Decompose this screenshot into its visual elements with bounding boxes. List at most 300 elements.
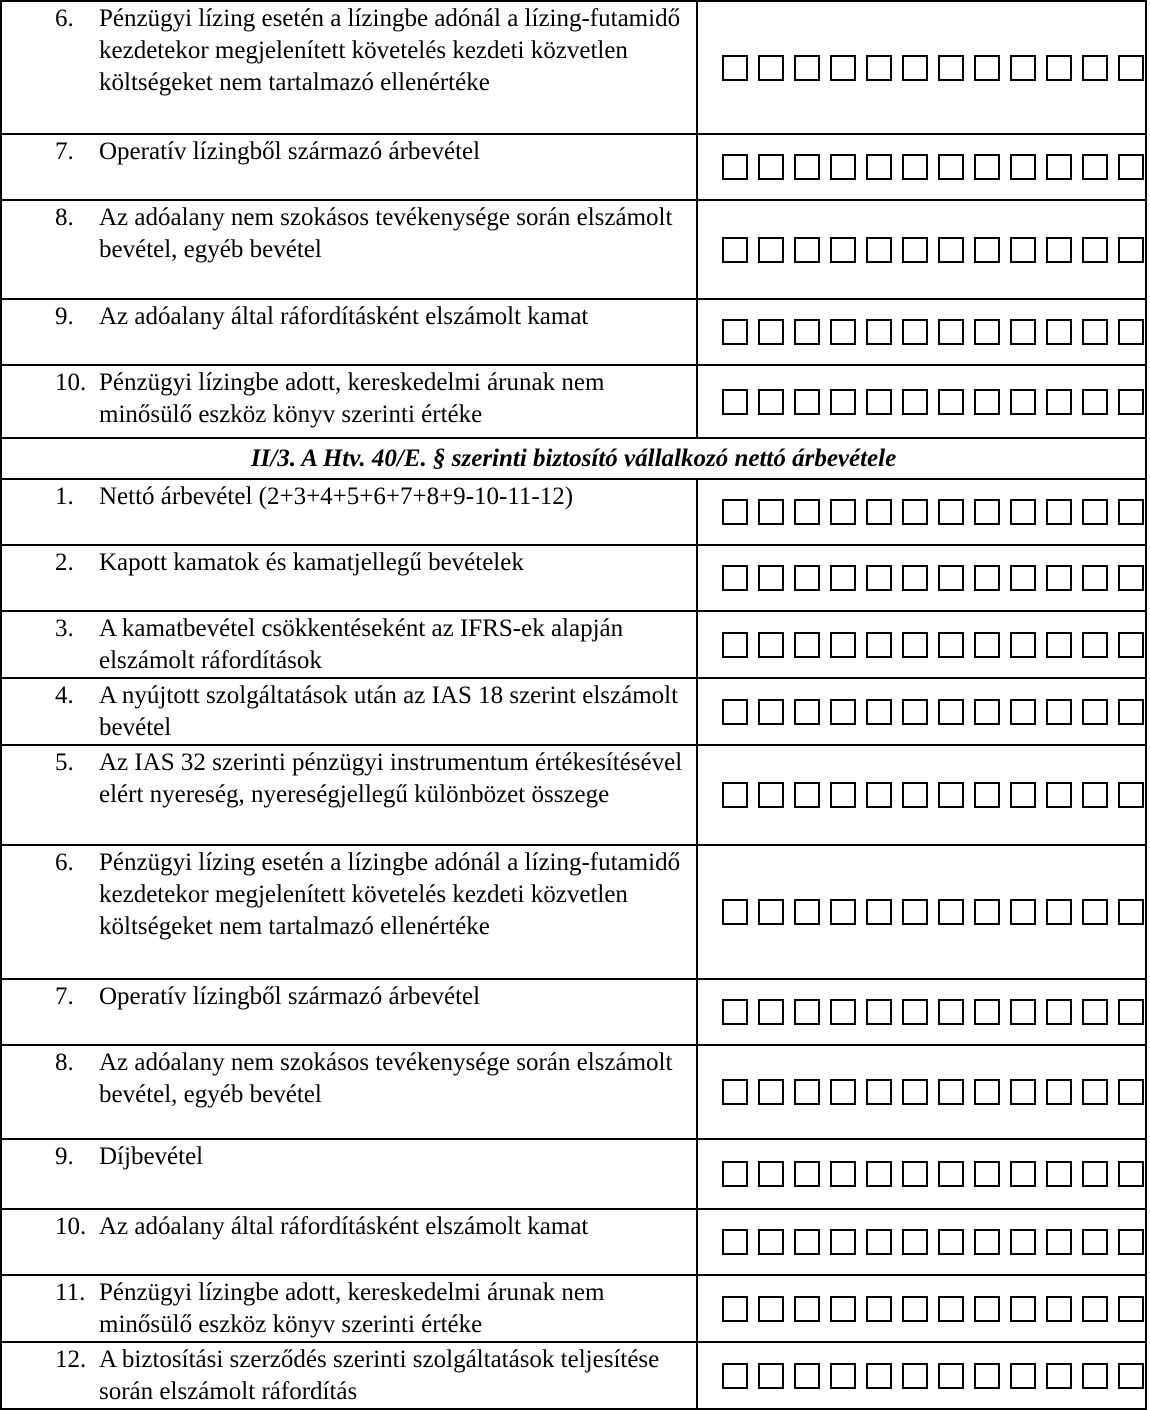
digit-box[interactable] <box>722 1161 748 1187</box>
row-text: Operatív lízingből származó árbevétel <box>99 983 481 1010</box>
digit-box[interactable] <box>902 1296 928 1322</box>
digit-box[interactable] <box>902 565 928 591</box>
digit-box[interactable] <box>794 899 820 925</box>
digit-box[interactable] <box>1010 1296 1036 1322</box>
digit-box[interactable] <box>1046 237 1072 263</box>
digit-box[interactable] <box>866 699 892 725</box>
digit-box[interactable] <box>1046 319 1072 345</box>
row-label-cell <box>1 745 697 845</box>
digit-box[interactable] <box>758 565 784 591</box>
row-text: A nyújtott szolgáltatások után az IAS 18 szerint elszámolt bevétel <box>99 682 679 741</box>
row-label-cell <box>1 365 697 438</box>
digit-box[interactable] <box>794 782 820 808</box>
row-label-cell <box>1 200 697 299</box>
digit-box[interactable] <box>794 699 820 725</box>
digit-box[interactable] <box>830 699 856 725</box>
table-row <box>1 1045 1146 1139</box>
row-label-cell <box>1 299 697 365</box>
digit-box[interactable] <box>902 55 928 81</box>
digit-box[interactable] <box>1046 1229 1072 1255</box>
digit-box[interactable] <box>974 1161 1000 1187</box>
row-number-cell <box>2 1277 99 1341</box>
digit-box[interactable] <box>758 632 784 658</box>
row-text: Pénzügyi lízingbe adott, kereskedelmi árunak nem minősülő eszköz könyv szerinti értéke <box>99 369 605 428</box>
digit-box[interactable] <box>1118 1079 1144 1105</box>
digit-box[interactable] <box>974 632 1000 658</box>
digit-box[interactable] <box>830 154 856 180</box>
digit-box[interactable] <box>830 1229 856 1255</box>
digit-box[interactable] <box>902 1079 928 1105</box>
amount-input-cell <box>697 200 1146 299</box>
digit-box[interactable] <box>1118 1363 1144 1389</box>
digit-box[interactable] <box>1118 55 1144 81</box>
digit-box[interactable] <box>974 55 1000 81</box>
digit-box[interactable] <box>1082 1229 1108 1255</box>
digit-box[interactable] <box>794 565 820 591</box>
digit-box[interactable] <box>758 1161 784 1187</box>
digit-box-group <box>698 1161 1145 1187</box>
amount-input-cell <box>697 745 1146 845</box>
digit-box[interactable] <box>866 237 892 263</box>
row-label-cell <box>1 1209 697 1275</box>
row-label <box>2 2 696 99</box>
digit-box[interactable] <box>1082 1079 1108 1105</box>
digit-box-group <box>698 782 1145 808</box>
row-number-cell <box>2 481 99 513</box>
row-label <box>2 1276 696 1341</box>
digit-box[interactable] <box>1010 1161 1036 1187</box>
amount-input-cell <box>697 479 1146 545</box>
digit-box[interactable] <box>830 632 856 658</box>
digit-box[interactable] <box>1082 1161 1108 1187</box>
digit-box[interactable] <box>866 55 892 81</box>
row-text: Az IAS 32 szerinti pénzügyi instrumentum értékesítésével elért nyereség, nyereségjellegű különbözet összege <box>99 749 683 808</box>
digit-box[interactable] <box>722 319 748 345</box>
digit-box[interactable] <box>938 237 964 263</box>
digit-box[interactable] <box>722 782 748 808</box>
table-row <box>1 1209 1146 1275</box>
digit-box[interactable] <box>866 899 892 925</box>
digit-box[interactable] <box>902 699 928 725</box>
digit-box[interactable] <box>1082 499 1108 525</box>
digit-box[interactable] <box>722 389 748 415</box>
amount-input-cell <box>697 1045 1146 1139</box>
digit-box[interactable] <box>1118 389 1144 415</box>
row-number-cell <box>2 367 99 431</box>
digit-box[interactable] <box>1118 154 1144 180</box>
digit-box[interactable] <box>1010 154 1036 180</box>
digit-box[interactable] <box>1010 389 1036 415</box>
digit-box[interactable] <box>974 154 1000 180</box>
section-title: II/3. A Htv. 40/E. § szerinti biztosító vállalkozó nettó árbevétele <box>1 438 1146 479</box>
digit-box[interactable] <box>758 55 784 81</box>
digit-box[interactable] <box>722 1363 748 1389</box>
digit-box[interactable] <box>1118 319 1144 345</box>
digit-box[interactable] <box>902 1161 928 1187</box>
table-row <box>1 200 1146 299</box>
digit-box[interactable] <box>830 55 856 81</box>
row-number: 11. <box>55 1279 86 1306</box>
digit-box[interactable] <box>974 1079 1000 1105</box>
digit-box[interactable] <box>1118 1161 1144 1187</box>
digit-box[interactable] <box>866 499 892 525</box>
digit-box[interactable] <box>722 237 748 263</box>
row-number-cell <box>2 1344 99 1408</box>
digit-box[interactable] <box>722 999 748 1025</box>
digit-box[interactable] <box>1046 499 1072 525</box>
digit-box[interactable] <box>1010 632 1036 658</box>
digit-box[interactable] <box>722 1296 748 1322</box>
row-number-cell <box>2 613 99 677</box>
row-number: 7. <box>55 983 74 1010</box>
row-label <box>2 1046 696 1111</box>
amount-input-cell <box>697 611 1146 678</box>
table-row <box>1 745 1146 845</box>
digit-box[interactable] <box>974 899 1000 925</box>
row-text: Díjbevétel <box>99 1143 204 1170</box>
digit-box-group <box>698 1296 1145 1322</box>
amount-input-cell <box>697 979 1146 1045</box>
digit-box[interactable] <box>758 699 784 725</box>
digit-box-group <box>698 699 1145 725</box>
row-label-cell <box>1 611 697 678</box>
digit-box[interactable] <box>938 389 964 415</box>
row-number: 10. <box>55 1213 87 1240</box>
digit-box[interactable] <box>758 899 784 925</box>
digit-box[interactable] <box>1046 699 1072 725</box>
table-row <box>1 299 1146 365</box>
digit-box[interactable] <box>1046 899 1072 925</box>
digit-box[interactable] <box>758 782 784 808</box>
row-number: 9. <box>55 303 74 330</box>
row-text: Kapott kamatok és kamatjellegű bevételek <box>99 549 524 576</box>
digit-box[interactable] <box>1118 899 1144 925</box>
digit-box[interactable] <box>1118 499 1144 525</box>
digit-box[interactable] <box>722 55 748 81</box>
table-row <box>1 365 1146 438</box>
digit-box[interactable] <box>1046 782 1072 808</box>
digit-box[interactable] <box>938 699 964 725</box>
digit-box[interactable] <box>974 782 1000 808</box>
row-label <box>2 846 696 943</box>
digit-box[interactable] <box>1010 999 1036 1025</box>
row-label-cell <box>1 545 697 611</box>
digit-box[interactable] <box>1046 632 1072 658</box>
digit-box[interactable] <box>1010 1229 1036 1255</box>
digit-box[interactable] <box>1046 1161 1072 1187</box>
digit-box[interactable] <box>1010 1079 1036 1105</box>
digit-box[interactable] <box>938 319 964 345</box>
digit-box[interactable] <box>758 1229 784 1255</box>
digit-box[interactable] <box>794 55 820 81</box>
digit-box[interactable] <box>758 154 784 180</box>
digit-box[interactable] <box>794 1296 820 1322</box>
digit-box[interactable] <box>974 237 1000 263</box>
row-number-cell <box>2 1047 99 1111</box>
digit-box[interactable] <box>974 699 1000 725</box>
digit-box[interactable] <box>902 899 928 925</box>
digit-box[interactable] <box>794 389 820 415</box>
row-number-cell <box>2 747 99 811</box>
digit-box[interactable] <box>722 499 748 525</box>
digit-box[interactable] <box>1082 389 1108 415</box>
digit-box[interactable] <box>830 237 856 263</box>
digit-box[interactable] <box>794 319 820 345</box>
amount-input-cell <box>697 299 1146 365</box>
table-row <box>1 1139 1146 1209</box>
digit-box[interactable] <box>902 1229 928 1255</box>
digit-box[interactable] <box>974 1229 1000 1255</box>
digit-box[interactable] <box>866 1229 892 1255</box>
digit-box[interactable] <box>830 782 856 808</box>
digit-box-group <box>698 1363 1145 1389</box>
digit-box[interactable] <box>866 1079 892 1105</box>
digit-box[interactable] <box>1118 1296 1144 1322</box>
digit-box[interactable] <box>758 389 784 415</box>
digit-box[interactable] <box>1010 899 1036 925</box>
digit-box[interactable] <box>1082 565 1108 591</box>
digit-box-group <box>698 237 1145 263</box>
row-text: Az adóalany nem szokásos tevékenysége során elszámolt bevétel, egyéb bevétel <box>99 1049 673 1108</box>
digit-box[interactable] <box>974 389 1000 415</box>
digit-box[interactable] <box>1082 699 1108 725</box>
digit-box[interactable] <box>1118 1229 1144 1255</box>
digit-box[interactable] <box>1046 565 1072 591</box>
row-label <box>2 300 696 333</box>
row-number-cell <box>2 847 99 943</box>
digit-box[interactable] <box>866 154 892 180</box>
digit-box[interactable] <box>794 1161 820 1187</box>
digit-box[interactable] <box>1118 632 1144 658</box>
digit-box[interactable] <box>722 699 748 725</box>
digit-box[interactable] <box>1118 699 1144 725</box>
digit-box[interactable] <box>1082 55 1108 81</box>
digit-box[interactable] <box>1010 699 1036 725</box>
digit-box[interactable] <box>938 154 964 180</box>
table-row <box>1 1 1146 134</box>
digit-box[interactable] <box>794 154 820 180</box>
digit-box[interactable] <box>866 782 892 808</box>
digit-box[interactable] <box>830 1161 856 1187</box>
digit-box[interactable] <box>1082 1296 1108 1322</box>
digit-box[interactable] <box>866 1296 892 1322</box>
row-text: Pénzügyi lízingbe adott, kereskedelmi árunak nem minősülő eszköz könyv szerinti értéke <box>99 1279 605 1338</box>
row-number: 2. <box>55 549 74 576</box>
digit-box[interactable] <box>1010 499 1036 525</box>
digit-box[interactable] <box>902 499 928 525</box>
digit-box[interactable] <box>902 632 928 658</box>
amount-input-cell <box>697 1 1146 134</box>
digit-box[interactable] <box>722 1079 748 1105</box>
row-label <box>2 980 696 1013</box>
amount-input-cell <box>697 545 1146 611</box>
digit-box[interactable] <box>794 499 820 525</box>
row-number-cell <box>2 3 99 99</box>
digit-box[interactable] <box>1082 1363 1108 1389</box>
digit-box[interactable] <box>1118 999 1144 1025</box>
table-row <box>1 134 1146 200</box>
digit-box-group <box>698 319 1145 345</box>
row-number-cell <box>2 981 99 1013</box>
digit-box[interactable] <box>758 1296 784 1322</box>
digit-box[interactable] <box>722 1229 748 1255</box>
digit-box[interactable] <box>830 1296 856 1322</box>
digit-box[interactable] <box>938 55 964 81</box>
digit-box-group <box>698 999 1145 1025</box>
digit-box[interactable] <box>938 1296 964 1322</box>
digit-box[interactable] <box>758 1079 784 1105</box>
digit-box[interactable] <box>902 154 928 180</box>
digit-box[interactable] <box>794 632 820 658</box>
digit-box[interactable] <box>830 389 856 415</box>
digit-box[interactable] <box>1010 237 1036 263</box>
digit-box[interactable] <box>938 499 964 525</box>
row-label <box>2 612 696 677</box>
digit-box[interactable] <box>974 999 1000 1025</box>
amount-input-cell <box>697 134 1146 200</box>
digit-box[interactable] <box>938 999 964 1025</box>
row-number: 10. <box>55 369 87 396</box>
digit-box[interactable] <box>902 389 928 415</box>
digit-box[interactable] <box>1082 899 1108 925</box>
digit-box[interactable] <box>938 632 964 658</box>
digit-box[interactable] <box>830 999 856 1025</box>
digit-box[interactable] <box>1046 1363 1072 1389</box>
digit-box[interactable] <box>830 565 856 591</box>
row-label-cell <box>1 979 697 1045</box>
row-number-cell <box>2 1211 99 1243</box>
digit-box-group <box>698 1079 1145 1105</box>
row-text: Pénzügyi lízing esetén a lízingbe adónál a lízing-futamidő kezdetekor megjelenített követelés kezdeti közvetlen költségeket nem tartalmazó ellenértéke <box>99 5 681 96</box>
digit-box[interactable] <box>794 1363 820 1389</box>
digit-box[interactable] <box>902 1363 928 1389</box>
row-label-cell <box>1 134 697 200</box>
digit-box[interactable] <box>1010 782 1036 808</box>
digit-box[interactable] <box>866 565 892 591</box>
row-number-cell <box>2 1141 99 1173</box>
digit-box[interactable] <box>1082 632 1108 658</box>
digit-box[interactable] <box>866 1363 892 1389</box>
digit-box[interactable] <box>938 782 964 808</box>
row-number: 6. <box>55 849 74 876</box>
digit-box[interactable] <box>758 319 784 345</box>
digit-box[interactable] <box>974 319 1000 345</box>
digit-box[interactable] <box>938 1363 964 1389</box>
row-number: 1. <box>55 483 74 510</box>
digit-box[interactable] <box>722 899 748 925</box>
digit-box[interactable] <box>866 999 892 1025</box>
row-label-cell <box>1 1045 697 1139</box>
digit-box[interactable] <box>758 999 784 1025</box>
digit-box[interactable] <box>938 899 964 925</box>
row-text: Az adóalany nem szokásos tevékenysége során elszámolt bevétel, egyéb bevétel <box>99 204 673 263</box>
digit-box[interactable] <box>794 1079 820 1105</box>
row-label-cell <box>1 1342 697 1409</box>
digit-box[interactable] <box>1046 154 1072 180</box>
digit-box[interactable] <box>974 499 1000 525</box>
row-number-cell <box>2 301 99 333</box>
digit-box[interactable] <box>938 1161 964 1187</box>
row-number: 6. <box>55 5 74 32</box>
digit-box[interactable] <box>794 1229 820 1255</box>
digit-box[interactable] <box>866 1161 892 1187</box>
row-number: 9. <box>55 1143 74 1170</box>
digit-box[interactable] <box>722 632 748 658</box>
digit-box[interactable] <box>830 1079 856 1105</box>
row-text: A biztosítási szerződés szerinti szolgáltatások teljesítése során elszámolt ráfordítás <box>99 1346 660 1405</box>
digit-box[interactable] <box>1046 999 1072 1025</box>
digit-box[interactable] <box>722 565 748 591</box>
digit-box[interactable] <box>1010 55 1036 81</box>
digit-box[interactable] <box>794 999 820 1025</box>
digit-box[interactable] <box>902 999 928 1025</box>
digit-box[interactable] <box>758 499 784 525</box>
digit-box[interactable] <box>794 237 820 263</box>
row-number-cell <box>2 547 99 579</box>
row-number: 7. <box>55 138 74 165</box>
digit-box[interactable] <box>758 237 784 263</box>
digit-box[interactable] <box>1010 565 1036 591</box>
digit-box[interactable] <box>1082 154 1108 180</box>
digit-box[interactable] <box>866 632 892 658</box>
amount-input-cell <box>697 365 1146 438</box>
digit-box[interactable] <box>1118 782 1144 808</box>
digit-box[interactable] <box>938 1229 964 1255</box>
digit-box[interactable] <box>830 1363 856 1389</box>
row-number-cell <box>2 202 99 266</box>
digit-box[interactable] <box>938 565 964 591</box>
digit-box[interactable] <box>902 319 928 345</box>
row-number: 4. <box>55 682 74 709</box>
digit-box[interactable] <box>1046 1296 1072 1322</box>
digit-box[interactable] <box>974 1363 1000 1389</box>
row-label-cell <box>1 1 697 134</box>
digit-box[interactable] <box>830 499 856 525</box>
digit-box[interactable] <box>830 899 856 925</box>
digit-box-group <box>698 154 1145 180</box>
digit-box[interactable] <box>866 319 892 345</box>
digit-box[interactable] <box>902 237 928 263</box>
digit-box[interactable] <box>974 1296 1000 1322</box>
digit-box[interactable] <box>722 154 748 180</box>
digit-box[interactable] <box>1082 999 1108 1025</box>
digit-box[interactable] <box>866 389 892 415</box>
section-bottom-rows <box>1 479 1146 1409</box>
table-row <box>1 1275 1146 1342</box>
amount-input-cell <box>697 1342 1146 1409</box>
digit-box[interactable] <box>974 565 1000 591</box>
digit-box[interactable] <box>1010 1363 1036 1389</box>
digit-box[interactable] <box>1082 319 1108 345</box>
digit-box[interactable] <box>902 782 928 808</box>
digit-box[interactable] <box>1046 55 1072 81</box>
digit-box[interactable] <box>1082 237 1108 263</box>
row-label-cell <box>1 1275 697 1342</box>
digit-box[interactable] <box>1046 389 1072 415</box>
digit-box[interactable] <box>1118 565 1144 591</box>
digit-box[interactable] <box>758 1363 784 1389</box>
digit-box[interactable] <box>1082 782 1108 808</box>
digit-box[interactable] <box>1010 319 1036 345</box>
row-number: 8. <box>55 204 74 231</box>
digit-box[interactable] <box>830 319 856 345</box>
digit-box[interactable] <box>1118 237 1144 263</box>
digit-box[interactable] <box>938 1079 964 1105</box>
table-row <box>1 845 1146 979</box>
digit-box[interactable] <box>1046 1079 1072 1105</box>
row-text: Az adóalany által ráfordításként elszámolt kamat <box>99 303 589 330</box>
table-row <box>1 979 1146 1045</box>
